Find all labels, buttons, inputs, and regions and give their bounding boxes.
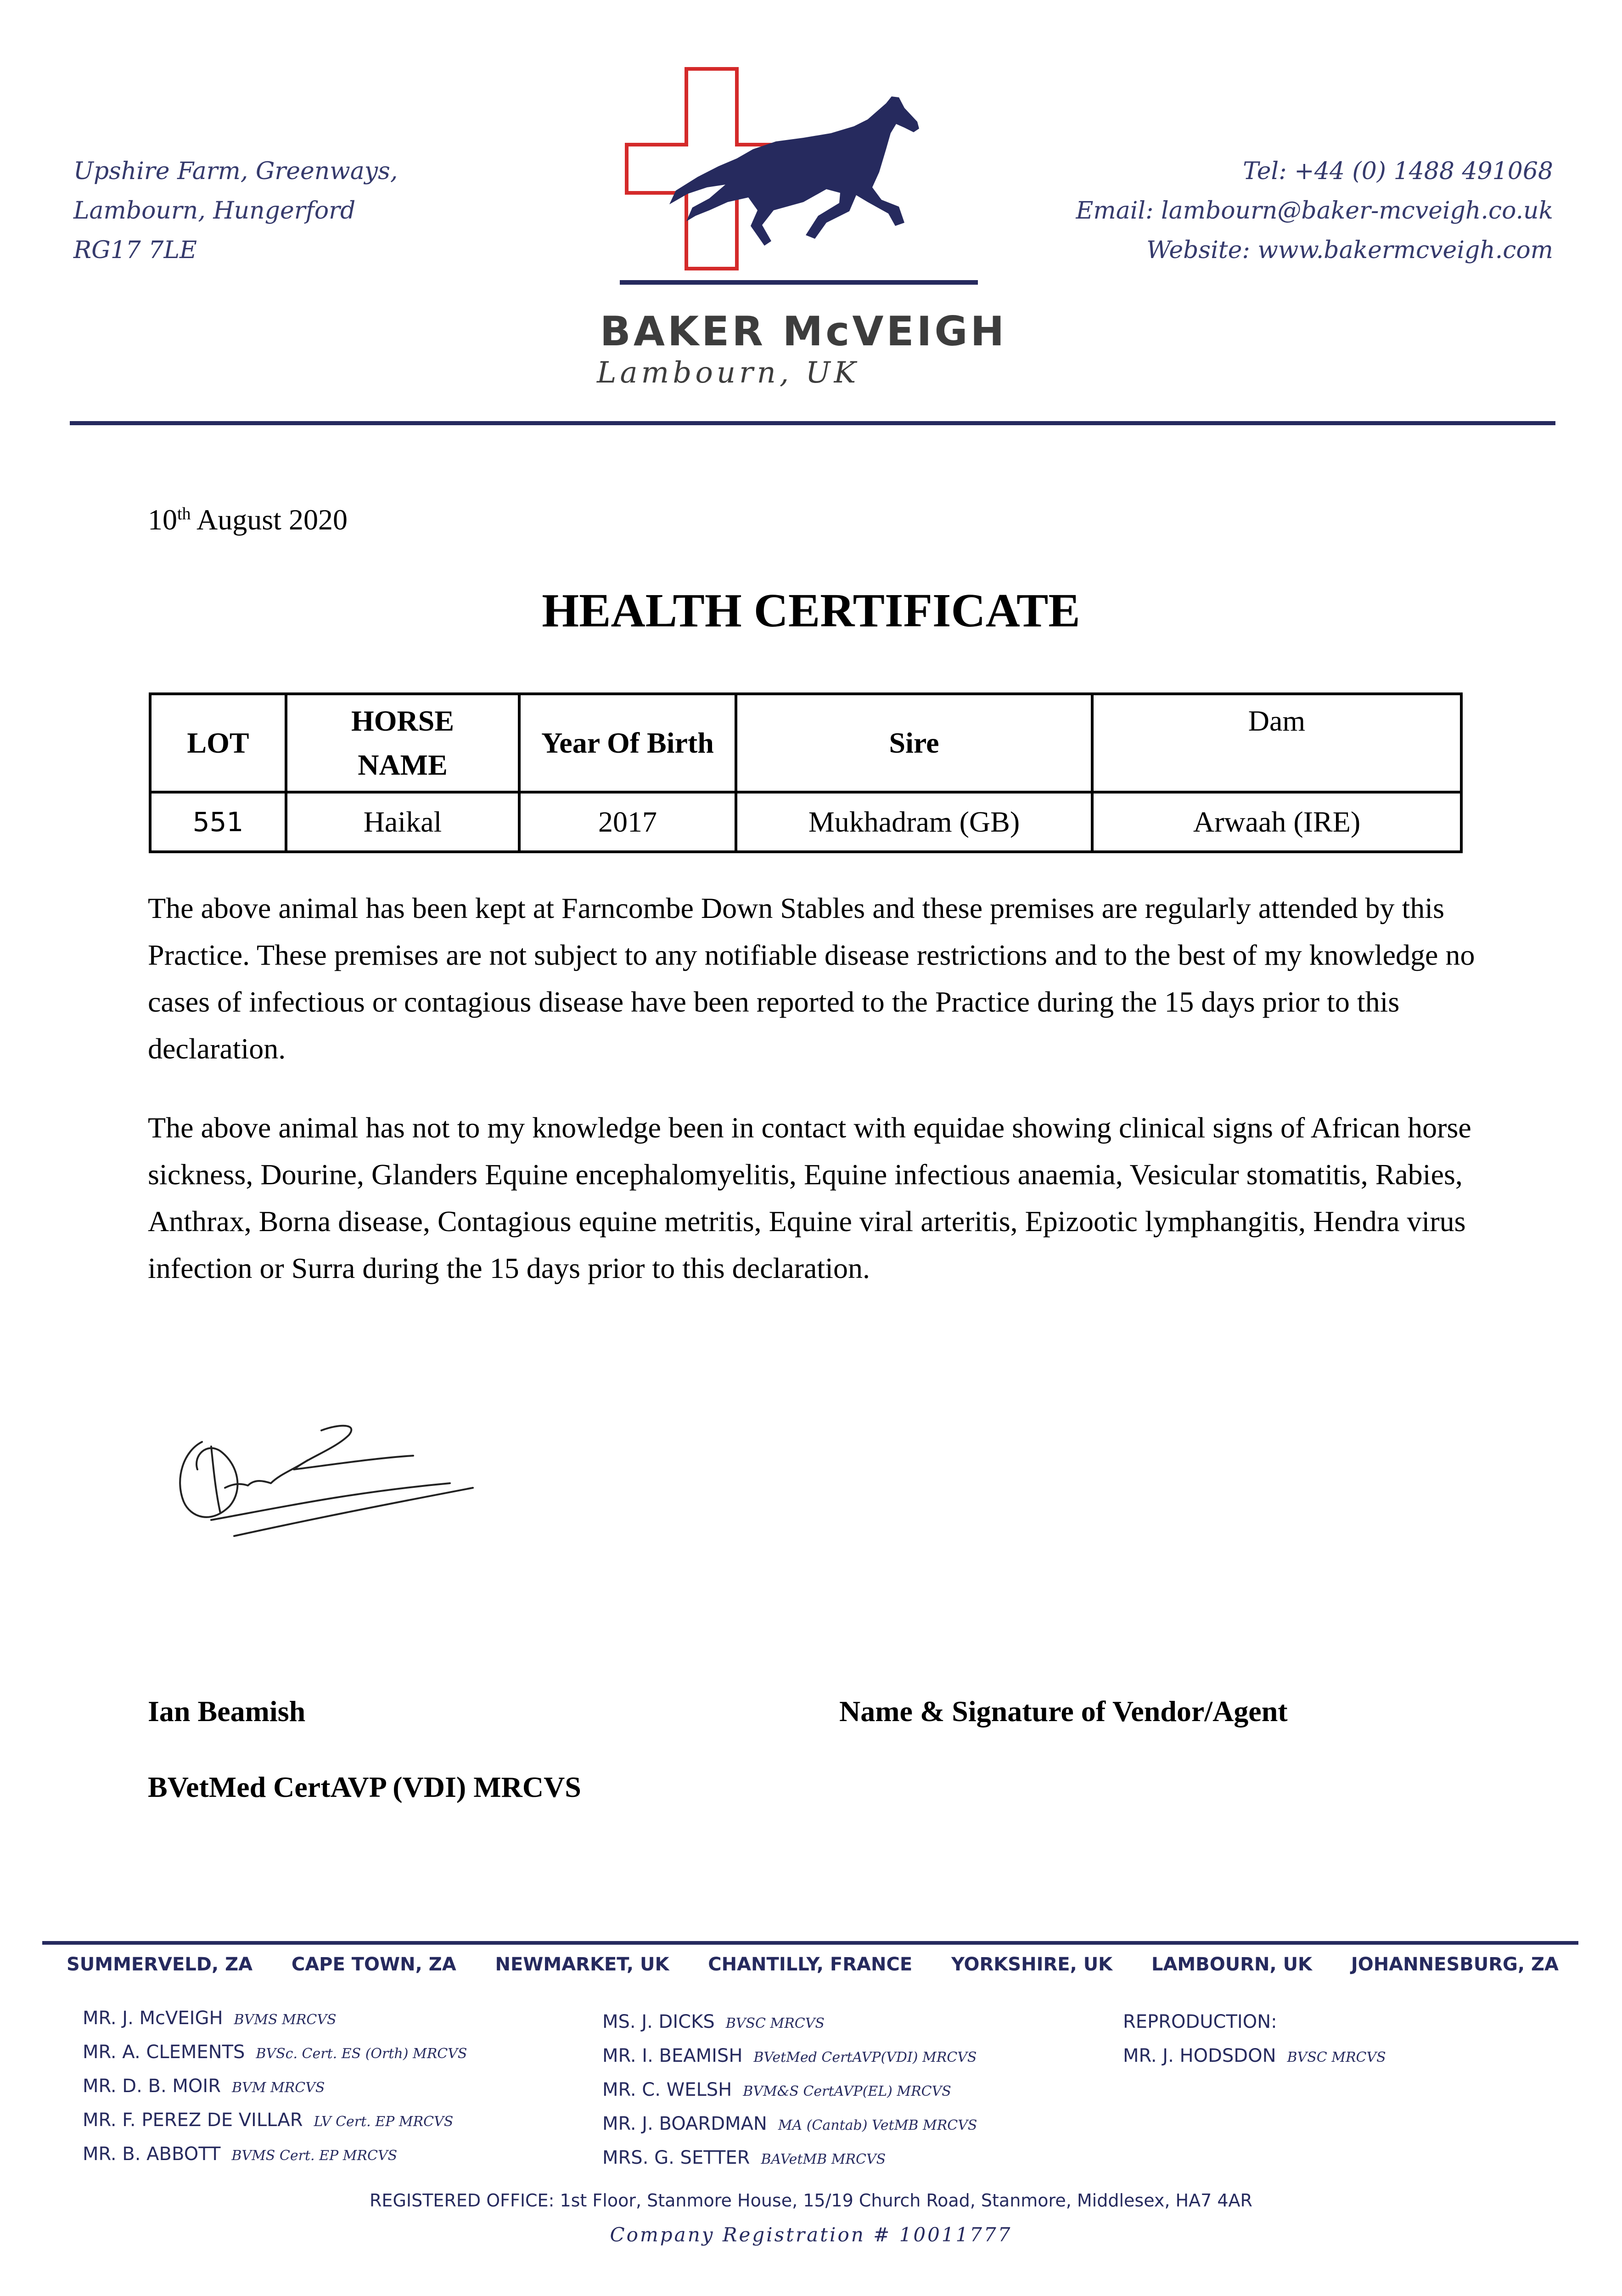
office-location: SUMMERVELD, ZA [67,1954,253,1975]
certificate-date [148,503,348,537]
staff-row [602,2107,977,2141]
staff-row [602,2039,977,2073]
staff-row [602,2073,977,2107]
cell-lot: 551 [150,792,286,852]
galloping-horse-icon [669,96,919,246]
staff-name: MS. J. DICKS [602,2011,715,2032]
staff-qualifications: BVMS Cert. EP MRCVS [231,2148,398,2164]
staff-name: MR. D. B. MOIR [83,2076,221,2097]
staff-name: MR. J. HODSDON [1123,2045,1276,2066]
email: Email: lambourn@baker-mcveigh.co.uk [1076,197,1553,225]
address-line: RG17 7LE [73,236,197,264]
office-location: LAMBOURN, UK [1151,1954,1313,1975]
staff-qualifications: LV Cert. EP MRCVS [314,2114,454,2130]
table-header-row [150,694,1461,792]
signatory-name: Ian Beamish [148,1695,306,1728]
staff-qualifications: BVetMed CertAVP(VDI) MRCVS [753,2049,977,2065]
staff-name: MR. I. BEAMISH [602,2045,743,2066]
staff-name: MR. B. ABBOTT [83,2144,221,2165]
horse-details-table [149,692,1463,853]
practice-contact [1048,152,1553,270]
certificate-title: HEALTH CERTIFICATE [542,584,1080,637]
website: Website: www.bakermcveigh.com [1146,236,1553,264]
staff-qualifications: BVSC MRCVS [1287,2049,1386,2065]
staff-section-label: REPRODUCTION: [1123,2011,1277,2032]
office-location: CHANTILLY, FRANCE [708,1954,913,1975]
staff-qualifications: BVM&S CertAVP(EL) MRCVS [743,2083,951,2099]
vendor-signature-label: Name & Signature of Vendor/Agent [839,1695,1288,1728]
office-location: JOHANNESBURG, ZA [1351,1954,1559,1975]
disease-contact-declaration: The above animal has not to my knowledge been in contact with equidae showing clinical signs of African horse sickness, Dourine, Glanders Equine encephalomyelitis, Equine infectious anaemia, Vesicular stomatitis, Rabies, Anthrax, Borna disease, Contagious equine metritis, Equine viral arteritis, Epizootic lymphangitis, Hendra virus infection or Surra during the 15 days prior to this declaration. [148,1111,1471,1284]
staff-row [83,2001,467,2035]
header-year-of-birth: Year Of Birth [519,694,736,792]
staff-row [83,2069,467,2103]
cell-sire: Mukhadram (GB) [736,792,1092,852]
telephone: Tel: +44 (0) 1488 491068 [1243,158,1553,185]
staff-name: MR. F. PEREZ DE VILLAR [83,2110,303,2131]
staff-name: MR. C. WELSH [602,2079,732,2100]
staff-row [602,2005,977,2039]
office-location: NEWMARKET, UK [495,1954,669,1975]
staff-column-1 [83,2001,467,2171]
staff-qualifications: BVMS MRCVS [234,2012,337,2028]
office-location: YORKSHIRE, UK [951,1954,1113,1975]
header-lot: LOT [150,694,286,792]
staff-row [83,2137,467,2171]
staff-name: MR. J. McVEIGH [83,2008,223,2029]
staff-qualifications: BAVetMB MRCVS [761,2151,886,2167]
brand-name: BAKER McVEIGH [600,308,1007,355]
address-line: Upshire Farm, Greenways, [73,158,398,185]
header-sire: Sire [736,694,1092,792]
date-suffix: th [177,504,191,523]
baker-mcveigh-logo [611,64,987,308]
company-registration: Company Registration # 10011777 [610,2223,1012,2246]
premises-declaration: The above animal has been kept at Farncombe Down Stables and these premises are regularly attended by this Practice. These premises are not subject to any notifiable disease restrictions and to the best of my knowledge no cases of infectious or contagious disease have been reported to the Practice during the 15 days prior to this declaration. [148,892,1475,1065]
header-divider [70,421,1555,425]
practice-address [73,152,487,270]
address-line: Lambourn, Hungerford [73,197,356,225]
logo-underline [620,280,978,285]
date-month-year: August 2020 [191,503,348,536]
cell-year-of-birth: 2017 [519,792,736,852]
office-locations [67,1954,1559,1975]
header-horse-name [286,694,519,792]
footer-divider [42,1941,1578,1945]
staff-qualifications: BVSC MRCVS [725,2015,825,2032]
staff-column-3 [1123,2005,1386,2073]
registered-office: REGISTERED OFFICE: 1st Floor, Stanmore House, 15/19 Church Road, Stanmore, Middlesex, HA7 4AR [370,2190,1252,2211]
staff-column-2 [602,2005,977,2175]
staff-qualifications: MA (Cantab) VetMB MRCVS [778,2117,977,2133]
cell-horse-name: Haikal [286,792,519,852]
brand-location: Lambourn, UK [597,356,860,390]
staff-row [1123,2039,1386,2073]
handwritten-signature [156,1414,487,1552]
header-horse-name-line1: HORSE [351,704,455,737]
table-row [150,792,1461,852]
staff-name: MRS. G. SETTER [602,2147,750,2168]
staff-name: MR. J. BOARDMAN [602,2113,767,2134]
header-horse-name-line2: NAME [358,748,448,781]
staff-row [83,2103,467,2137]
cell-dam: Arwaah (IRE) [1092,792,1461,852]
staff-row [83,2035,467,2069]
staff-row [602,2141,977,2175]
header-dam: Dam [1092,694,1461,792]
signatory-qualifications: BVetMed CertAVP (VDI) MRCVS [148,1771,581,1803]
staff-qualifications: BVM MRCVS [232,2080,325,2096]
date-day: 10 [148,503,177,536]
staff-name: MR. A. CLEMENTS [83,2042,245,2063]
staff-qualifications: BVSc. Cert. ES (Orth) MRCVS [256,2046,467,2062]
office-location: CAPE TOWN, ZA [291,1954,456,1975]
